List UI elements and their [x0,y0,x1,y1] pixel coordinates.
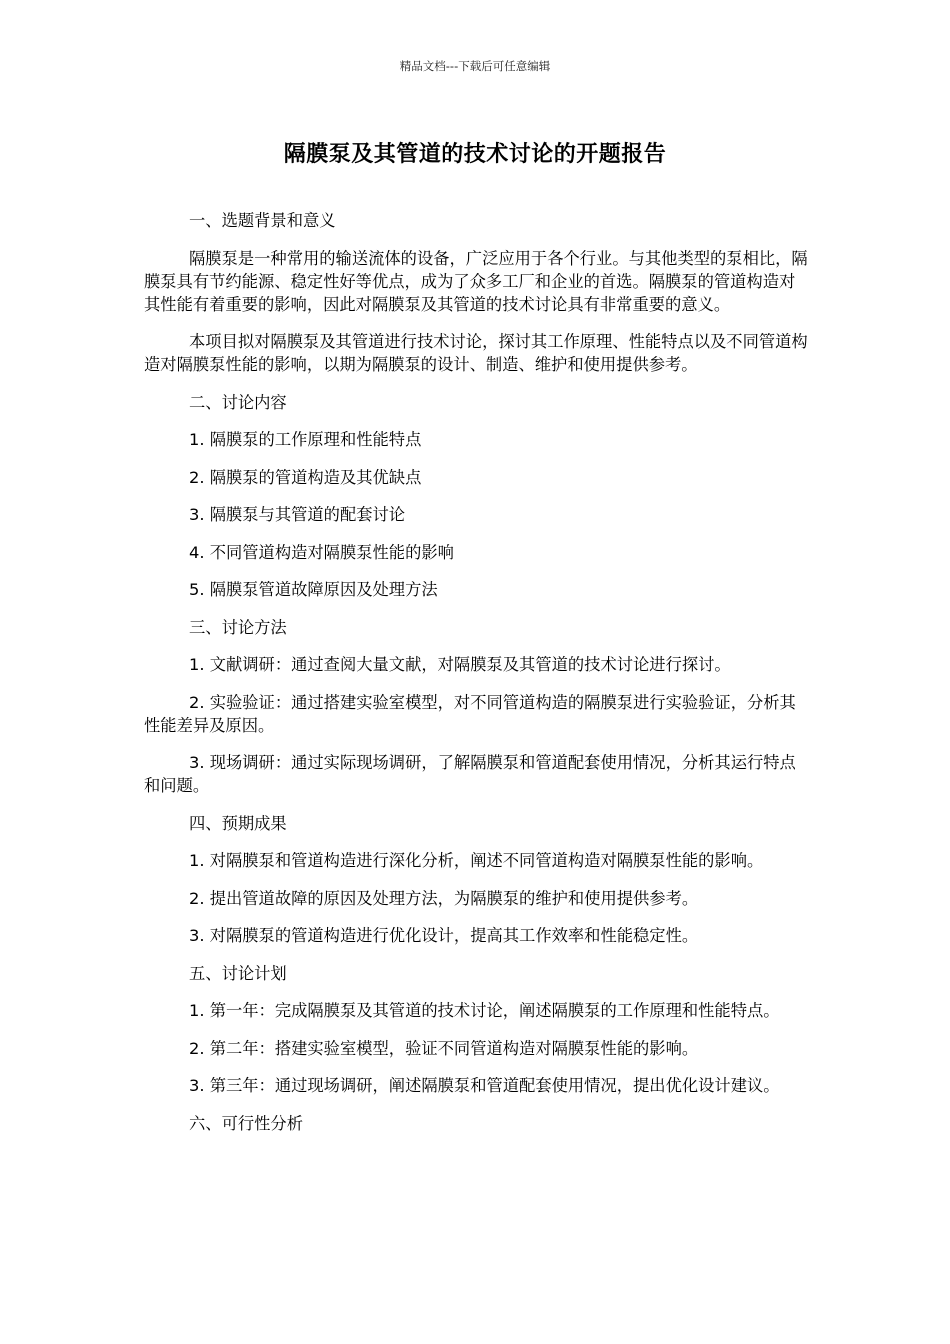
list-item-content-4: 4. 不同管道构造对隔膜泵性能的影响 [189,542,454,562]
list-item-plan-1: 1. 第一年：完成隔膜泵及其管道的技术讨论，阐述隔膜泵的工作原理和性能特点。 [189,1001,780,1020]
paragraph-background-1: 隔膜泵是一种常用的输送流体的设备，广泛应用于各个行业。与其他类型的泵相比，隔膜泵具有节约能源、稳定性好等优点，成为了众多工厂和企业的首选。隔膜泵的管道构造对其性能有着重要的影响，因此对隔膜泵及其管道的技术讨论具有非常重要的意义。 [144,248,808,314]
list-item-results-3: 3. 对隔膜泵的管道构造进行优化设计，提高其工作效率和性能稳定性。 [189,926,699,945]
list-item-results-2: 2. 提出管道故障的原因及处理方法，为隔膜泵的维护和使用提供参考。 [189,888,699,908]
list-item-methods-1: 1. 文献调研：通过查阅大量文献，对隔膜泵及其管道的技术讨论进行探讨。 [189,655,731,674]
header-note: 精品文档---下载后可任意编辑 [399,59,551,73]
list-item-methods-2: 2. 实验验证：通过搭建实验室模型，对不同管道构造的隔膜泵进行实验验证，分析其性能差异及原因。 [144,692,796,735]
paragraph-background-2: 本项目拟对隔膜泵及其管道进行技术讨论，探讨其工作原理、性能特点以及不同管道构造对隔膜泵性能的影响，以期为隔膜泵的设计、制造、维护和使用提供参考。 [144,332,808,374]
list-item-plan-2: 2. 第二年：搭建实验室模型，验证不同管道构造对隔膜泵性能的影响。 [189,1038,699,1058]
list-item-content-3: 3. 隔膜泵与其管道的配套讨论 [189,505,406,524]
document-body [144,209,809,1149]
list-item-content-2: 2. 隔膜泵的管道构造及其优缺点 [189,467,422,487]
list-item-content-5: 5. 隔膜泵管道故障原因及处理方法 [189,580,438,599]
list-item-content-1: 1. 隔膜泵的工作原理和性能特点 [189,430,422,449]
section-heading-plan: 五、讨论计划 [189,963,287,983]
section-heading-results: 四、预期成果 [189,813,287,833]
document-title: 隔膜泵及其管道的技术讨论的开题报告 [283,142,667,167]
section-heading-content: 二、讨论内容 [189,392,287,412]
list-item-methods-3: 3. 现场调研：通过实际现场调研，了解隔膜泵和管道配套使用情况，分析其运行特点和问题。 [144,753,796,795]
section-heading-background: 一、选题背景和意义 [189,211,336,230]
list-item-results-1: 1. 对隔膜泵和管道构造进行深化分析，阐述不同管道构造对隔膜泵性能的影响。 [189,851,764,870]
section-heading-feasibility: 六、可行性分析 [189,1113,303,1133]
list-item-plan-3: 3. 第三年：通过现场调研，阐述隔膜泵和管道配套使用情况，提出优化设计建议。 [189,1076,780,1095]
section-heading-methods: 三、讨论方法 [189,617,287,637]
